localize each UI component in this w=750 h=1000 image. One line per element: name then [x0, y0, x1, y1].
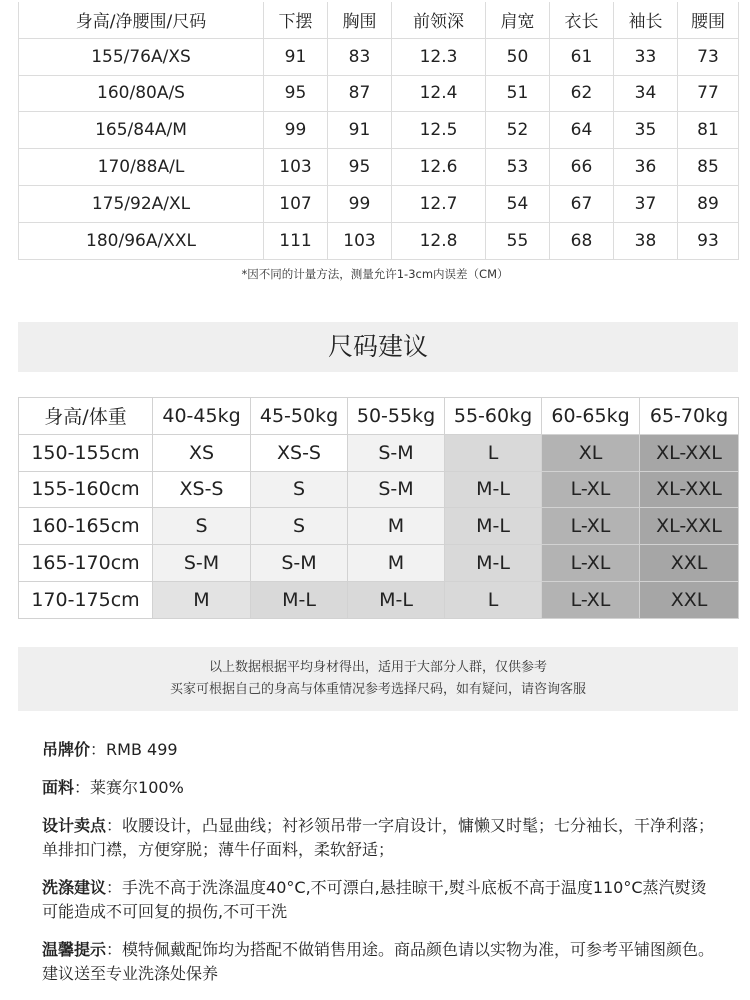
table-cell: 62 — [550, 75, 614, 112]
height-range-cell: 170-175cm — [19, 581, 153, 618]
table-cell: 45-50kg — [251, 398, 348, 435]
height-range-cell: 160-165cm — [19, 508, 153, 545]
detail-value: 莱赛尔100% — [90, 778, 184, 797]
table-cell: 33 — [614, 38, 678, 75]
detail-item — [42, 876, 722, 924]
detail-key: 吊牌价 — [42, 740, 91, 759]
recommendation-info-banner — [18, 647, 738, 711]
product-details — [42, 738, 722, 1000]
detail-value: 收腰设计，凸显曲线；衬衫领吊带一字肩设计，慵懒又时髦；七分袖长，干净利落；单排扣门襟，方便穿脱；薄牛仔面料，柔软舒适； — [42, 816, 715, 859]
table-cell: 81 — [678, 112, 739, 149]
detail-item — [42, 776, 722, 800]
recommended-size-cell: L — [445, 434, 542, 471]
size-table-row — [19, 222, 739, 259]
recommended-size-cell: M — [153, 581, 251, 618]
table-cell: 36 — [614, 149, 678, 186]
recommended-size-cell: M-L — [445, 545, 542, 582]
height-range-cell: 150-155cm — [19, 434, 153, 471]
table-cell: 53 — [486, 149, 550, 186]
recommendation-row — [19, 471, 739, 508]
recommended-size-cell: S — [251, 471, 348, 508]
table-cell: 袖长 — [614, 2, 678, 38]
detail-key: 设计卖点 — [42, 816, 107, 835]
table-cell: 37 — [614, 185, 678, 222]
table-cell: 103 — [264, 149, 328, 186]
table-cell: 111 — [264, 222, 328, 259]
recommended-size-cell: S — [251, 508, 348, 545]
table-cell: 12.7 — [392, 185, 486, 222]
recommended-size-cell: XXL — [640, 545, 739, 582]
table-cell: 107 — [264, 185, 328, 222]
detail-separator: ： — [90, 740, 107, 759]
detail-item — [42, 738, 722, 762]
table-cell: 前领深 — [392, 2, 486, 38]
detail-value: 模特佩戴配饰均为搭配不做销售用途。商品颜色请以实物为准，可参考平铺图颜色。建议送至专业洗涤处保养 — [42, 940, 715, 983]
recommendation-row — [19, 581, 739, 618]
table-cell: 衣长 — [550, 2, 614, 38]
height-range-cell: 155-160cm — [19, 471, 153, 508]
recommended-size-cell: XXL — [640, 581, 739, 618]
table-cell: 91 — [264, 38, 328, 75]
table-cell: 155/76A/XS — [19, 38, 264, 75]
recommended-size-cell: S-M — [348, 471, 445, 508]
recommendation-row — [19, 434, 739, 471]
table-cell: 66 — [550, 149, 614, 186]
recommended-size-cell: XS-S — [251, 434, 348, 471]
info-line-1: 以上数据根据平均身材得出，适用于大部分人群，仅供参考 — [208, 660, 547, 675]
table-cell: 61 — [550, 38, 614, 75]
size-table-row — [19, 185, 739, 222]
recommended-size-cell: L-XL — [542, 545, 640, 582]
recommended-size-cell: L — [445, 581, 542, 618]
table-cell: 38 — [614, 222, 678, 259]
size-table-row — [19, 112, 739, 149]
table-cell: 50 — [486, 38, 550, 75]
table-cell: 下摆 — [264, 2, 328, 38]
table-cell: 95 — [264, 75, 328, 112]
table-cell: 165/84A/M — [19, 112, 264, 149]
recommended-size-cell: M-L — [251, 581, 348, 618]
table-cell: 12.4 — [392, 75, 486, 112]
recommended-size-cell: XL-XXL — [640, 471, 739, 508]
size-table-row — [19, 38, 739, 75]
table-cell: 身高/净腰围/尺码 — [19, 2, 264, 38]
table-cell: 99 — [264, 112, 328, 149]
recommended-size-cell: M-L — [445, 508, 542, 545]
detail-key: 温馨提示 — [42, 940, 107, 959]
table-cell: 160/80A/S — [19, 75, 264, 112]
table-cell: 65-70kg — [640, 398, 739, 435]
table-cell: 肩宽 — [486, 2, 550, 38]
measurement-note: *因不同的计量方法，测量允许1-3cm内误差（CM） — [241, 267, 509, 281]
table-cell: 身高/体重 — [19, 398, 153, 435]
recommended-size-cell: S — [153, 508, 251, 545]
table-cell: 51 — [486, 75, 550, 112]
recommended-size-cell: M — [348, 545, 445, 582]
recommendation-header — [19, 398, 739, 435]
size-recommendation-table — [18, 397, 739, 619]
recommended-size-cell: XS — [153, 434, 251, 471]
detail-value: 手洗不高于洗涤温度40°C,不可漂白,悬挂晾干,熨斗底板不高于温度110°C蒸汽熨烫可能造成不可回复的损伤,不可干洗 — [42, 878, 707, 921]
table-cell: 12.5 — [392, 112, 486, 149]
table-cell: 55 — [486, 222, 550, 259]
detail-value: RMB 499 — [106, 740, 178, 759]
recommended-size-cell: XL — [542, 434, 640, 471]
table-cell: 40-45kg — [153, 398, 251, 435]
recommended-size-cell: L-XL — [542, 471, 640, 508]
recommended-size-cell: XL-XXL — [640, 434, 739, 471]
table-cell: 胸围 — [328, 2, 392, 38]
table-cell: 180/96A/XXL — [19, 222, 264, 259]
table-cell: 68 — [550, 222, 614, 259]
size-advice-title: 尺码建议 — [18, 322, 738, 372]
size-table-header — [19, 2, 739, 38]
detail-key: 洗涤建议 — [42, 878, 107, 897]
recommendation-row — [19, 545, 739, 582]
table-cell: 54 — [486, 185, 550, 222]
size-table-row — [19, 75, 739, 112]
size-table-row — [19, 149, 739, 186]
table-cell: 83 — [328, 38, 392, 75]
recommended-size-cell: M-L — [348, 581, 445, 618]
table-cell: 35 — [614, 112, 678, 149]
table-cell: 12.3 — [392, 38, 486, 75]
detail-separator: ： — [106, 940, 123, 959]
table-cell: 52 — [486, 112, 550, 149]
table-cell: 85 — [678, 149, 739, 186]
recommended-size-cell: M — [348, 508, 445, 545]
detail-separator: ： — [106, 878, 123, 897]
table-cell: 170/88A/L — [19, 149, 264, 186]
recommended-size-cell: L-XL — [542, 581, 640, 618]
recommended-size-cell: S-M — [348, 434, 445, 471]
table-cell: 腰围 — [678, 2, 739, 38]
detail-key: 面料 — [42, 778, 75, 797]
table-cell: 73 — [678, 38, 739, 75]
table-cell: 34 — [614, 75, 678, 112]
table-cell: 87 — [328, 75, 392, 112]
table-cell: 103 — [328, 222, 392, 259]
recommended-size-cell: XS-S — [153, 471, 251, 508]
table-cell: 93 — [678, 222, 739, 259]
table-cell: 55-60kg — [445, 398, 542, 435]
table-cell: 60-65kg — [542, 398, 640, 435]
table-cell: 67 — [550, 185, 614, 222]
info-line-2: 买家可根据自己的身高与体重情况参考选择尺码，如有疑问，请咨询客服 — [169, 682, 586, 697]
table-cell: 99 — [328, 185, 392, 222]
table-cell: 50-55kg — [348, 398, 445, 435]
table-cell: 175/92A/XL — [19, 185, 264, 222]
recommended-size-cell: XL-XXL — [640, 508, 739, 545]
recommended-size-cell: M-L — [445, 471, 542, 508]
size-measurement-table — [18, 2, 739, 260]
detail-item — [42, 938, 722, 986]
table-cell: 12.8 — [392, 222, 486, 259]
table-cell: 95 — [328, 149, 392, 186]
table-cell: 64 — [550, 112, 614, 149]
table-cell: 89 — [678, 185, 739, 222]
table-cell: 77 — [678, 75, 739, 112]
detail-separator: ： — [106, 816, 123, 835]
recommendation-row — [19, 508, 739, 545]
recommended-size-cell: L-XL — [542, 508, 640, 545]
recommended-size-cell: S-M — [251, 545, 348, 582]
height-range-cell: 165-170cm — [19, 545, 153, 582]
table-cell: 91 — [328, 112, 392, 149]
detail-item — [42, 814, 722, 862]
table-cell: 12.6 — [392, 149, 486, 186]
recommended-size-cell: S-M — [153, 545, 251, 582]
detail-separator: ： — [74, 778, 91, 797]
